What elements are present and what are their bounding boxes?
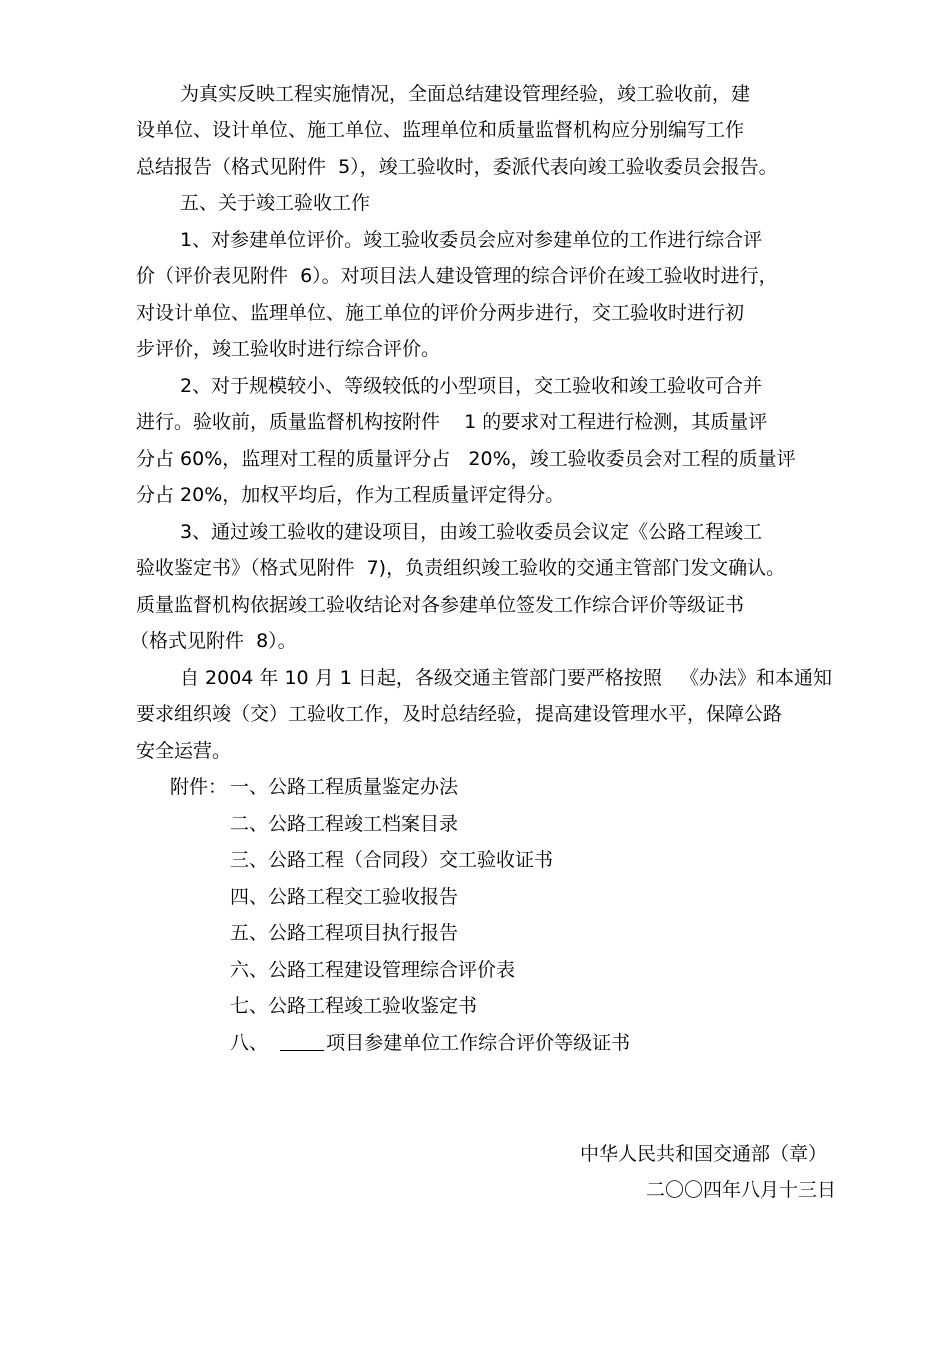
paragraph-line: 进行。验收前，质量监督机构按附件 1 的要求对工程进行检测，其质量评 — [136, 411, 768, 433]
paragraph-line: 步评价，竣工验收时进行综合评价。 — [136, 338, 441, 360]
attachment-item: 四、公路工程交工验收报告 — [230, 886, 459, 908]
section-heading: 五、关于竣工验收工作 — [180, 192, 371, 214]
attachment-item-8-text: 项目参建单位工作综合评价等级证书 — [326, 1032, 631, 1054]
attachment-item-8 — [230, 1031, 630, 1055]
blank-underline — [280, 1032, 324, 1051]
attachment-item: 三、公路工程（合同段）交工验收证书 — [230, 849, 554, 871]
issuer: 中华人民共和国交通部（章） — [580, 1143, 828, 1165]
paragraph-line: 1、对参建单位评价。竣工验收委员会应对参建单位的工作进行综合评 — [180, 229, 763, 251]
paragraph-line: 安全运营。 — [136, 740, 232, 762]
paragraph-line: 要求组织竣（交）工验收工作，及时总结经验，提高建设管理水平，保障公路 — [136, 703, 783, 725]
attachment-item-8-prefix: 八、 — [230, 1032, 269, 1054]
paragraph-line: 2、对于规模较小、等级较低的小型项目，交工验收和竣工验收可合并 — [180, 375, 763, 397]
issue-date: 二〇〇四年八月十三日 — [646, 1179, 837, 1201]
paragraph-line: 分占 60%，监理对工程的质量评分占 20%，竣工验收委员会对工程的质量评 — [136, 448, 796, 470]
paragraph-line: 为真实反映工程实施情况，全面总结建设管理经验，竣工验收前，建 — [180, 83, 751, 105]
attachment-item: 六、公路工程建设管理综合评价表 — [230, 959, 516, 981]
paragraph-line: 分占 20%，加权平均后，作为工程质量评定得分。 — [136, 484, 565, 506]
paragraph-line: 总结报告（格式见附件 5），竣工验收时，委派代表向竣工验收委员会报告。 — [136, 156, 778, 178]
paragraph-line: 设单位、设计单位、施工单位、监理单位和质量监督机构应分别编写工作 — [136, 119, 745, 141]
attachment-item: 一、公路工程质量鉴定办法 — [230, 776, 459, 798]
paragraph-line: 对设计单位、监理单位、施工单位的评价分两步进行，交工验收时进行初 — [136, 302, 745, 324]
paragraph-line: 自 2004 年 10 月 1 日起，各级交通主管部门要严格按照 《办法》和本通知 — [180, 667, 832, 689]
attachment-item: 二、公路工程竣工档案目录 — [230, 813, 459, 835]
paragraph-line: （格式见附件 8）。 — [130, 630, 297, 652]
attachments-label: 附件： — [170, 776, 228, 798]
paragraph-line: 价（评价表见附件 6）。对项目法人建设管理的综合评价在竣工验收时进行， — [136, 265, 778, 287]
attachment-item: 七、公路工程竣工验收鉴定书 — [230, 995, 478, 1017]
paragraph-line: 验收鉴定书》（格式见附件 7)，负责组织竣工验收的交通主管部门发文确认。 — [136, 557, 786, 579]
paragraph-line: 质量监督机构依据竣工验收结论对各参建单位签发工作综合评价等级证书 — [136, 594, 745, 616]
attachment-item: 五、公路工程项目执行报告 — [230, 922, 459, 944]
paragraph-line: 3、通过竣工验收的建设项目，由竣工验收委员会议定《公路工程竣工 — [180, 521, 763, 543]
